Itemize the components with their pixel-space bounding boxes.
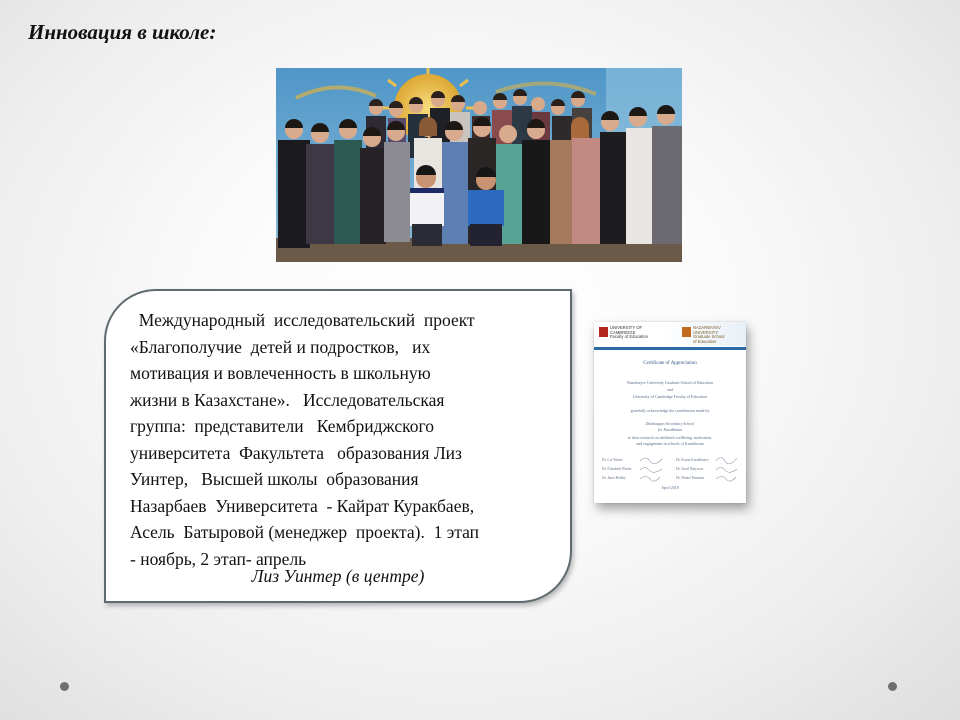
callout-line: «Благополучие детей и подростков, их bbox=[130, 336, 431, 357]
slide-title: Инновация в школе: bbox=[28, 20, 217, 44]
certificate-line: Zhezkazgan Secondary School bbox=[645, 421, 695, 426]
signature-scribbles-icon bbox=[638, 453, 668, 483]
certificate-signature: Dr. Elizabeth Winter bbox=[602, 467, 632, 471]
certificate-signature: Dr. Assel Batyrova bbox=[676, 467, 704, 471]
certificate-heading: Certificate of Appreciation bbox=[643, 361, 697, 366]
callout-line: группа: представители Кембриджского bbox=[130, 416, 434, 436]
certificate-line: Nazarbayev University Graduate School of Education bbox=[626, 380, 714, 385]
certificate-image bbox=[594, 322, 746, 503]
certificate-signature: Dr. Janet Helsby bbox=[602, 476, 626, 480]
callout-line: - ноябрь, 2 этап- апрель bbox=[130, 548, 307, 569]
certificate-line: for Kazakhstan bbox=[657, 427, 683, 432]
callout-line: университета Факультета образования Лиз bbox=[130, 442, 462, 463]
nu-logo-text: NAZARBAYEV UNIVERSITY Graduate School of Education bbox=[693, 325, 725, 344]
certificate-line: to their research on children's wellbeing, motivation, bbox=[627, 435, 713, 440]
callout-line: Уинтер, Высшей школы образования bbox=[130, 469, 419, 489]
certificate-line: and engagement in schools of Kazakhstan bbox=[636, 441, 704, 446]
callout-line: Асель Батыровой (менеджер проекта). 1 этап bbox=[130, 522, 480, 542]
certificate-signature: Dr. Liz Winter bbox=[602, 458, 623, 462]
group-photo bbox=[276, 68, 682, 262]
callout-line: мотивация и вовлеченность в школьную bbox=[130, 363, 431, 383]
signature-scribbles-icon bbox=[714, 453, 740, 483]
certificate-line: gratefully acknowledge the contribution made by bbox=[630, 408, 710, 413]
certificate-line: University of Cambridge Faculty of Education bbox=[632, 394, 708, 399]
certificate-rule bbox=[594, 347, 746, 350]
slide-nav-dot-left[interactable] bbox=[60, 682, 69, 691]
callout-line: Назарбаев Университета - Кайрат Куракбаев, bbox=[130, 495, 475, 516]
slide-nav-dot-right[interactable] bbox=[888, 682, 897, 691]
cambridge-logo-text: UNIVERSITY OF CAMBRIDGE Faculty of Education bbox=[610, 325, 648, 340]
certificate-line: and bbox=[667, 387, 673, 392]
text-callout bbox=[104, 289, 572, 603]
certificate-date: April 2018 bbox=[661, 485, 679, 490]
photo-caption: Лиз Уинтер (в центре) bbox=[251, 566, 425, 586]
nu-crest-icon bbox=[682, 327, 691, 337]
callout-line: жизни в Казахстане». Исследовательская bbox=[130, 389, 445, 410]
callout-text bbox=[130, 307, 548, 572]
cambridge-crest-icon bbox=[599, 327, 608, 337]
certificate-signature: Dr. Kairat Kurakbayev bbox=[676, 458, 709, 462]
callout-line: Международный исследовательский проект bbox=[130, 310, 475, 330]
certificate-signature: Dr. Daniel Hammer bbox=[676, 476, 705, 480]
